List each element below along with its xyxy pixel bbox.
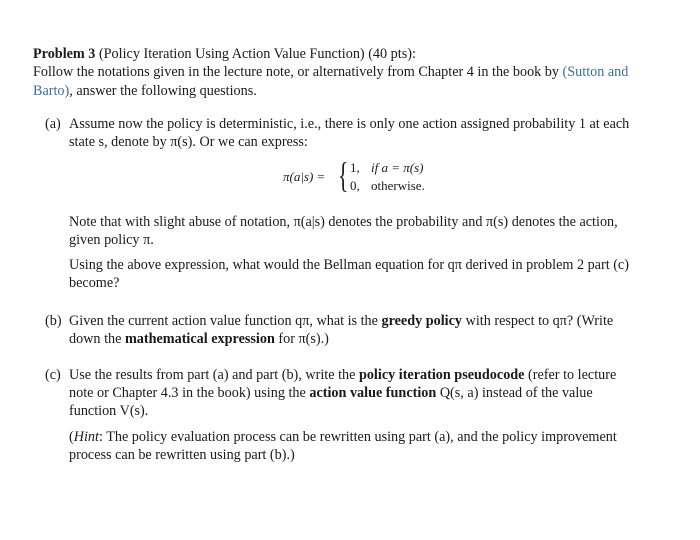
problem-title xyxy=(33,45,416,64)
intro-line-1 xyxy=(33,63,628,82)
part-c-line-3: function V(s). xyxy=(69,403,149,419)
intro-line-2 xyxy=(33,82,257,101)
part-c-label: (c) xyxy=(45,367,61,383)
part-a-line-1: Assume now the policy is deterministic, i.e., there is only one action assigned probability 1 at each xyxy=(69,116,630,132)
part-c-text-1b: (refer to lecture xyxy=(528,367,617,383)
part-b-text-1b: with respect to qπ? (Write xyxy=(465,313,614,329)
equation-case-2 xyxy=(350,176,425,195)
part-a-question-line-2: become? xyxy=(69,275,120,291)
part-a-line-2: state s, denote by π(s). Or we can express: xyxy=(69,134,308,150)
action-value-term: action value function xyxy=(309,385,437,401)
pseudocode-term: policy iteration pseudocode xyxy=(358,367,525,383)
hint-text-1: : The policy evaluation process can be rewritten using part (a), and the policy improvement xyxy=(98,429,617,445)
part-b-text-1a: Given the current action value function qπ, what is the xyxy=(69,313,378,329)
case-1-condition: if a = π(s) xyxy=(371,160,424,175)
part-a-label: (a) xyxy=(45,116,61,132)
citation-link[interactable]: (Sutton and xyxy=(562,64,629,80)
case-2-value: 0, xyxy=(350,178,360,193)
part-c-line-1 xyxy=(69,366,616,385)
math-expression-term: mathematical expression xyxy=(124,331,275,347)
citation-link-cont[interactable]: Barto) xyxy=(33,83,70,99)
problem-title-text: (Policy Iteration Using Action Value Function) (40 pts): xyxy=(98,46,416,62)
part-c-line-2 xyxy=(69,384,593,403)
hint-open-paren: ( xyxy=(69,429,74,445)
part-c-text-1a: Use the results from part (a) and part (b), write the xyxy=(69,367,356,383)
part-c-text-2b: Q(s, a) instead of the value xyxy=(439,385,593,401)
equation-brace: { xyxy=(338,155,349,195)
intro-text-1: Follow the notations given in the lecture note, or alternatively from Chapter 4 in the book by xyxy=(33,64,559,80)
case-2-condition: otherwise. xyxy=(371,178,425,193)
equation-lhs: π(a|s) = xyxy=(283,169,326,184)
part-a-question-line-1: Using the above expression, what would the Bellman equation for qπ derived in problem 2 part (c) xyxy=(69,257,629,273)
part-b-line-2 xyxy=(69,330,329,349)
hint-line-2: process can be rewritten using part (b).) xyxy=(69,447,295,463)
problem-number: Problem 3 xyxy=(33,46,96,62)
hint-line-1 xyxy=(69,428,617,447)
part-b-label: (b) xyxy=(45,313,62,329)
part-b-line-1 xyxy=(69,312,613,331)
case-1-value: 1, xyxy=(350,160,360,175)
part-b-text-2b: for π(s).) xyxy=(278,331,329,347)
part-c-text-2a: note or Chapter 4.3 in the book) using the xyxy=(69,385,306,401)
equation-case-1 xyxy=(350,158,423,177)
greedy-policy-term: greedy policy xyxy=(381,313,463,329)
hint-label: Hint xyxy=(73,429,99,445)
part-b-text-2a: down the xyxy=(69,331,122,347)
intro-text-2: , answer the following questions. xyxy=(69,83,257,99)
part-a-note-line-1: Note that with slight abuse of notation, π(a|s) denotes the probability and π(s) denotes the action, xyxy=(69,214,618,230)
part-a-note-line-2: given policy π. xyxy=(69,232,154,248)
